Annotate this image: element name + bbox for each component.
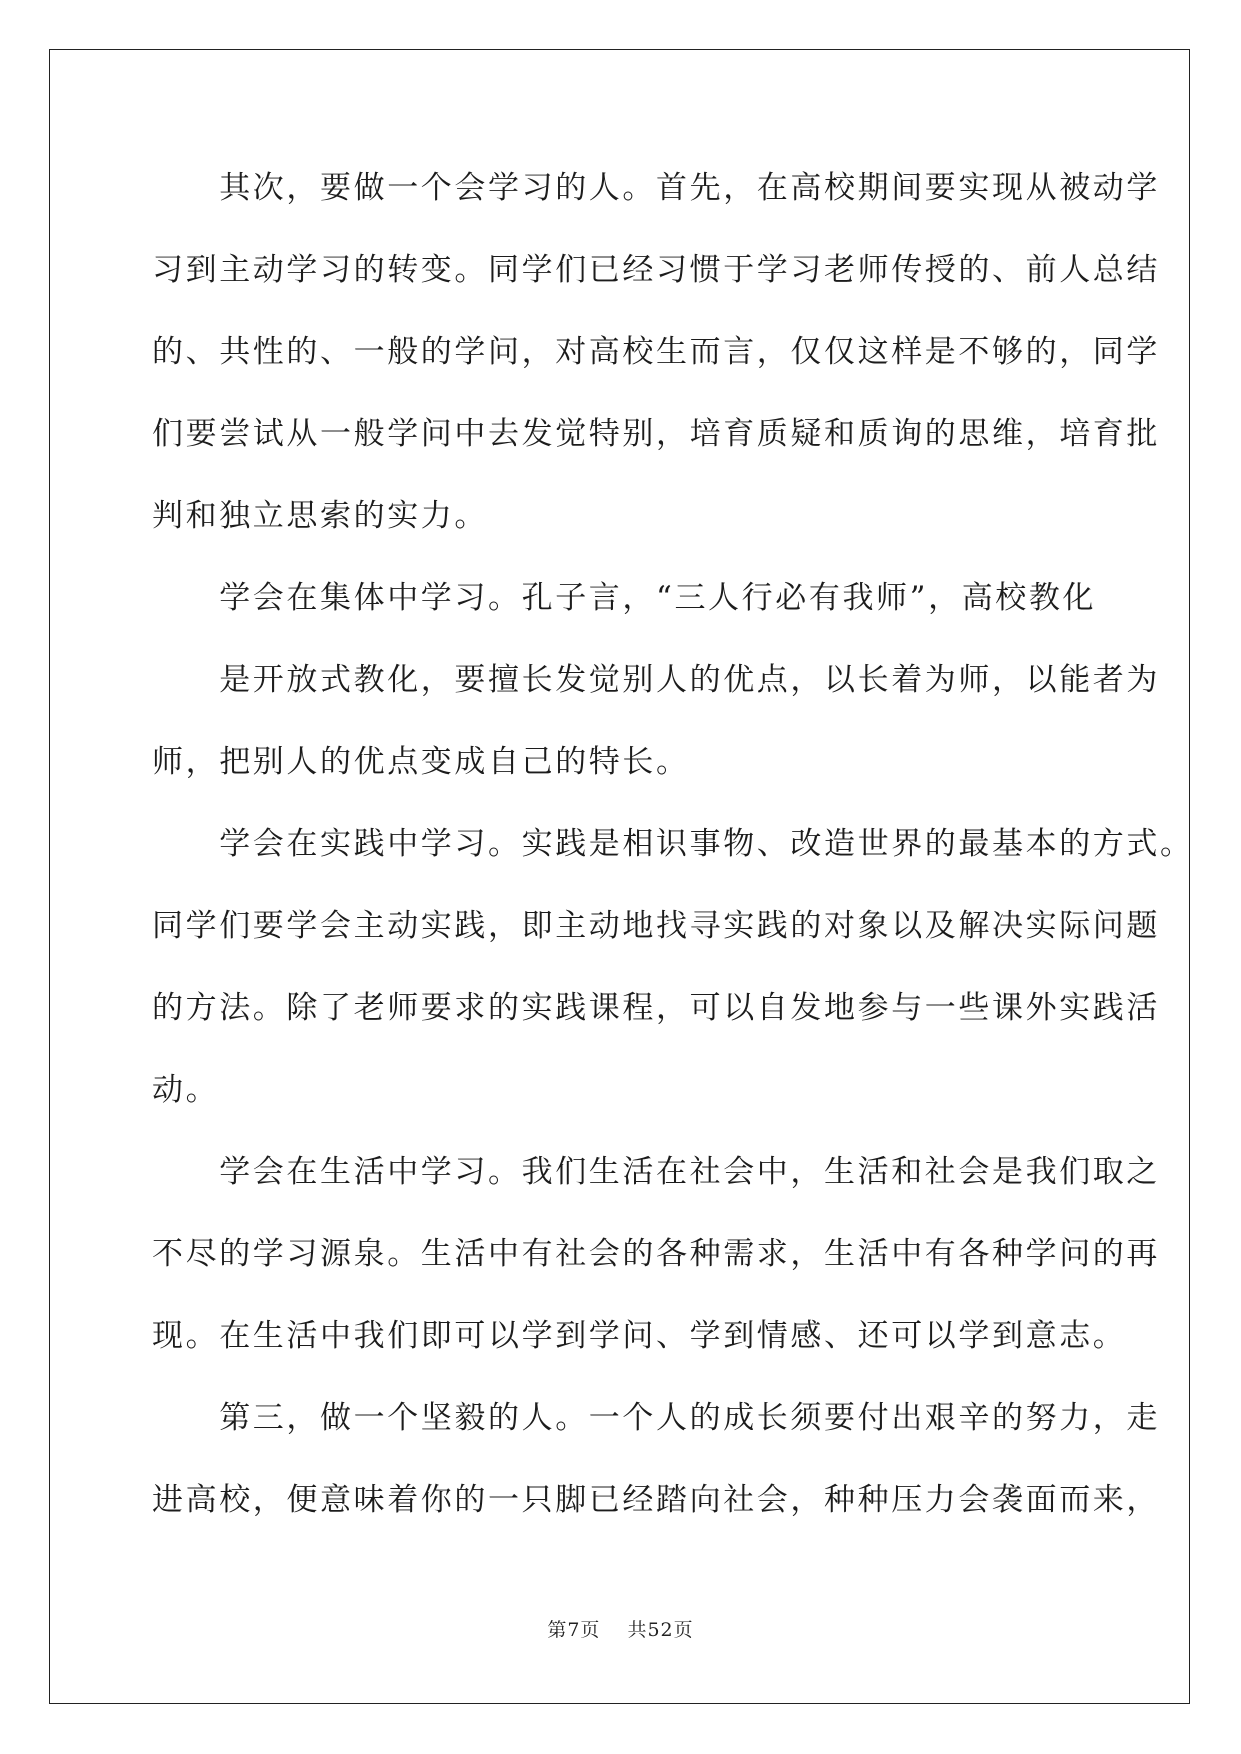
page-total: 共52页: [627, 1619, 694, 1641]
text-line: 动。: [152, 1072, 220, 1108]
text-line: 学会在生活中学习。我们生活在社会中，生活和社会是我们取之: [152, 1154, 1160, 1190]
text-line: 进高校，便意味着你的一只脚已经踏向社会，种种压力会袭面而来，: [152, 1482, 1160, 1518]
text-line: 其次，要做一个会学习的人。首先，在高校期间要实现从被动学: [152, 170, 1160, 206]
text-line: 不尽的学习源泉。生活中有社会的各种需求，生活中有各种学问的再: [152, 1236, 1160, 1272]
text-line: 判和独立思索的实力。: [152, 498, 488, 534]
page-footer: [0, 1615, 1241, 1642]
text-line: 们要尝试从一般学问中去发觉特别，培育质疑和质询的思维，培育批: [152, 416, 1160, 452]
page-border: [49, 49, 1190, 1704]
text-line: 是开放式教化，要擅长发觉别人的优点，以长着为师，以能者为: [152, 662, 1160, 698]
text-line: 的、共性的、一般的学问，对高校生而言，仅仅这样是不够的，同学: [152, 334, 1160, 370]
text-line: 习到主动学习的转变。同学们已经习惯于学习老师传授的、前人总结: [152, 252, 1160, 288]
text-line: 学会在实践中学习。实践是相识事物、改造世界的最基本的方式。: [152, 826, 1194, 862]
text-line: 师，把别人的优点变成自己的特长。: [152, 744, 690, 780]
text-line: 的方法。除了老师要求的实践课程，可以自发地参与一些课外实践活: [152, 990, 1160, 1026]
text-line: 学会在集体中学习。孔子言，“三人行必有我师”，高校教化: [152, 580, 1097, 616]
text-line: 第三，做一个坚毅的人。一个人的成长须要付出艰辛的努力，走: [152, 1400, 1160, 1436]
text-line: 现。在生活中我们即可以学到学问、学到情感、还可以学到意志。: [152, 1318, 1127, 1354]
text-line: 同学们要学会主动实践，即主动地找寻实践的对象以及解决实际问题: [152, 908, 1160, 944]
page-number: 第7页: [547, 1619, 601, 1641]
